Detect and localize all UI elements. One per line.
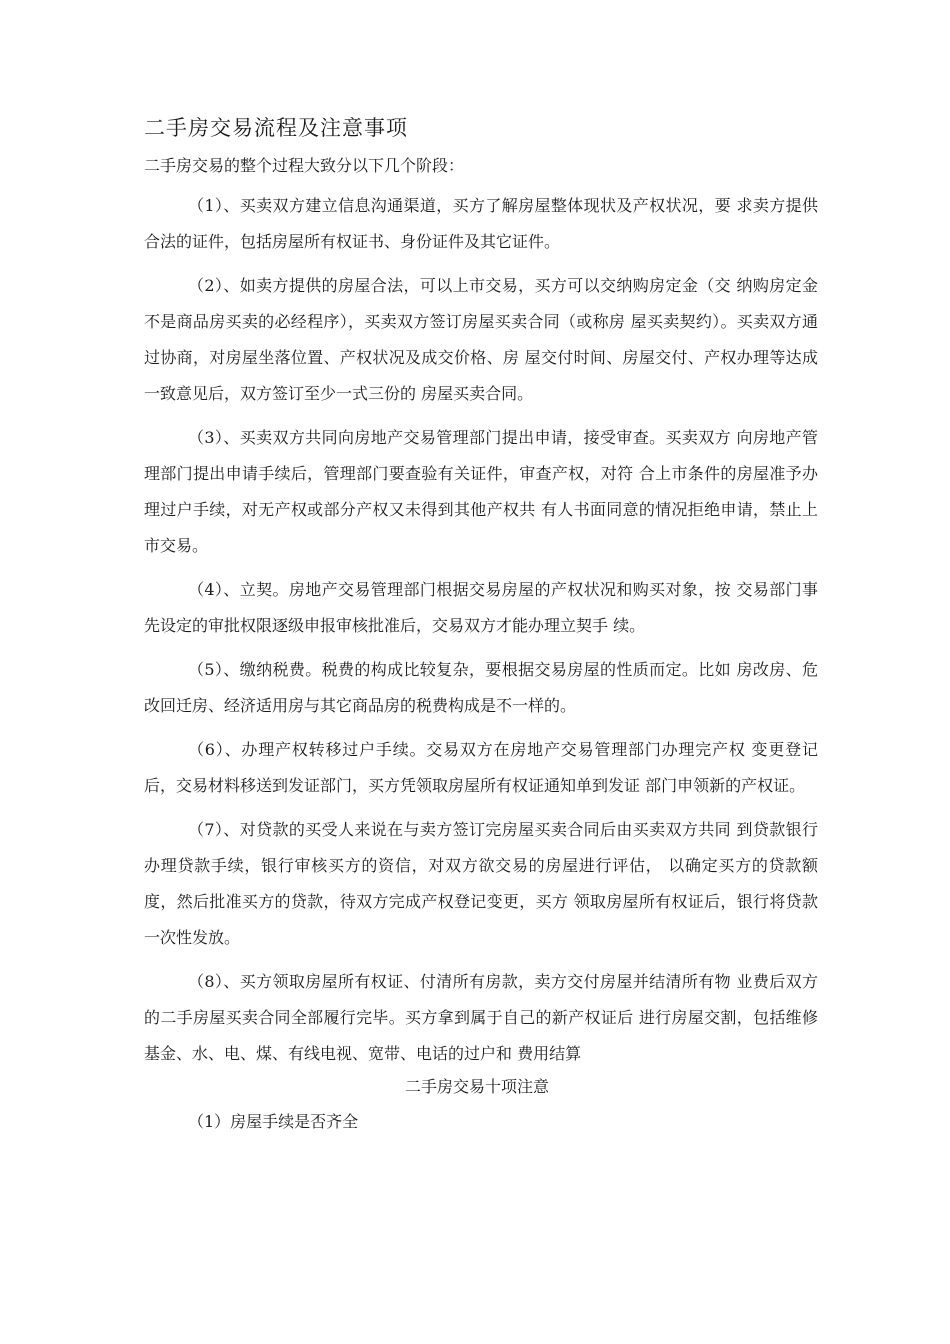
step-paragraph-8: （8）、买方领取房屋所有权证、付清所有房款，卖方交付房屋并结清所有物 业费后双方的二手房屋买卖合同全部履行完毕。买方拿到属于自己的新产权证后 进行房屋交割，包括维修基金、水、电、煤、有线电视、宽带、电话的过户和 费用结算 bbox=[144, 972, 818, 1063]
step-paragraph-2: （2）、如卖方提供的房屋合法，可以上市交易，买方可以交纳购房定金（交 纳购房定金不是商品房买卖的必经程序），买卖双方签订房屋买卖合同（或称房 屋买卖契约）。买卖双方通过协商，对房屋坐落位置、产权状况及成交价格、房 屋交付时间、房屋交付、产权办理等达成一致意见后，双方签订至少一式三份的 房屋买卖合同。 bbox=[144, 276, 818, 403]
intro-paragraph: 二手房交易的整个过程大致分以下几个阶段： bbox=[144, 156, 465, 175]
section-subtitle: 二手房交易十项注意 bbox=[404, 1077, 549, 1096]
step-paragraph-7: （7）、对贷款的买受人来说在与卖方签订完房屋买卖合同后由买卖双方共同 到贷款银行办理贷款手续，银行审核买方的资信，对双方欲交易的房屋进行评估， 以确定买方的贷款额度，然后批准买方的贷款，待双方完成产权登记变更，买方 领取房屋所有权证后，银行将贷款一次性发放。 bbox=[144, 820, 818, 947]
list-item: （1）房屋手续是否齐全 bbox=[188, 1112, 359, 1131]
step-paragraph-3: （3）、买卖双方共同向房地产交易管理部门提出申请，接受审查。买卖双方 向房地产管理部门提出申请手续后，管理部门要查验有关证件，审查产权，对符 合上市条件的房屋准予办理过户手续，对无产权或部分产权又未得到其他产权共 有人书面同意的情况拒绝申请，禁止上市交易。 bbox=[144, 428, 818, 555]
step-paragraph-6: （6）、办理产权转移过户手续。交易双方在房地产交易管理部门办理完产权 变更登记后，交易材料移送到发证部门，买方凭领取房屋所有权证通知单到发证 部门申领新的产权证。 bbox=[144, 740, 818, 795]
step-paragraph-5: （5）、缴纳税费。税费的构成比较复杂，要根据交易房屋的性质而定。比如 房改房、危改回迁房、经济适用房与其它商品房的税费构成是不一样的。 bbox=[144, 660, 818, 715]
document-title: 二手房交易流程及注意事项 bbox=[144, 116, 408, 140]
step-paragraph-4: （4）、立契。房地产交易管理部门根据交易房屋的产权状况和购买对象，按 交易部门事先设定的审批权限逐级申报审核批准后，交易双方才能办理立契手 续。 bbox=[144, 580, 818, 635]
step-paragraph-1: （1）、买卖双方建立信息沟通渠道，买方了解房屋整体现状及产权状况，要 求卖方提供合法的证件，包括房屋所有权证书、身份证件及其它证件。 bbox=[144, 196, 818, 251]
document-body bbox=[144, 108, 818, 1142]
